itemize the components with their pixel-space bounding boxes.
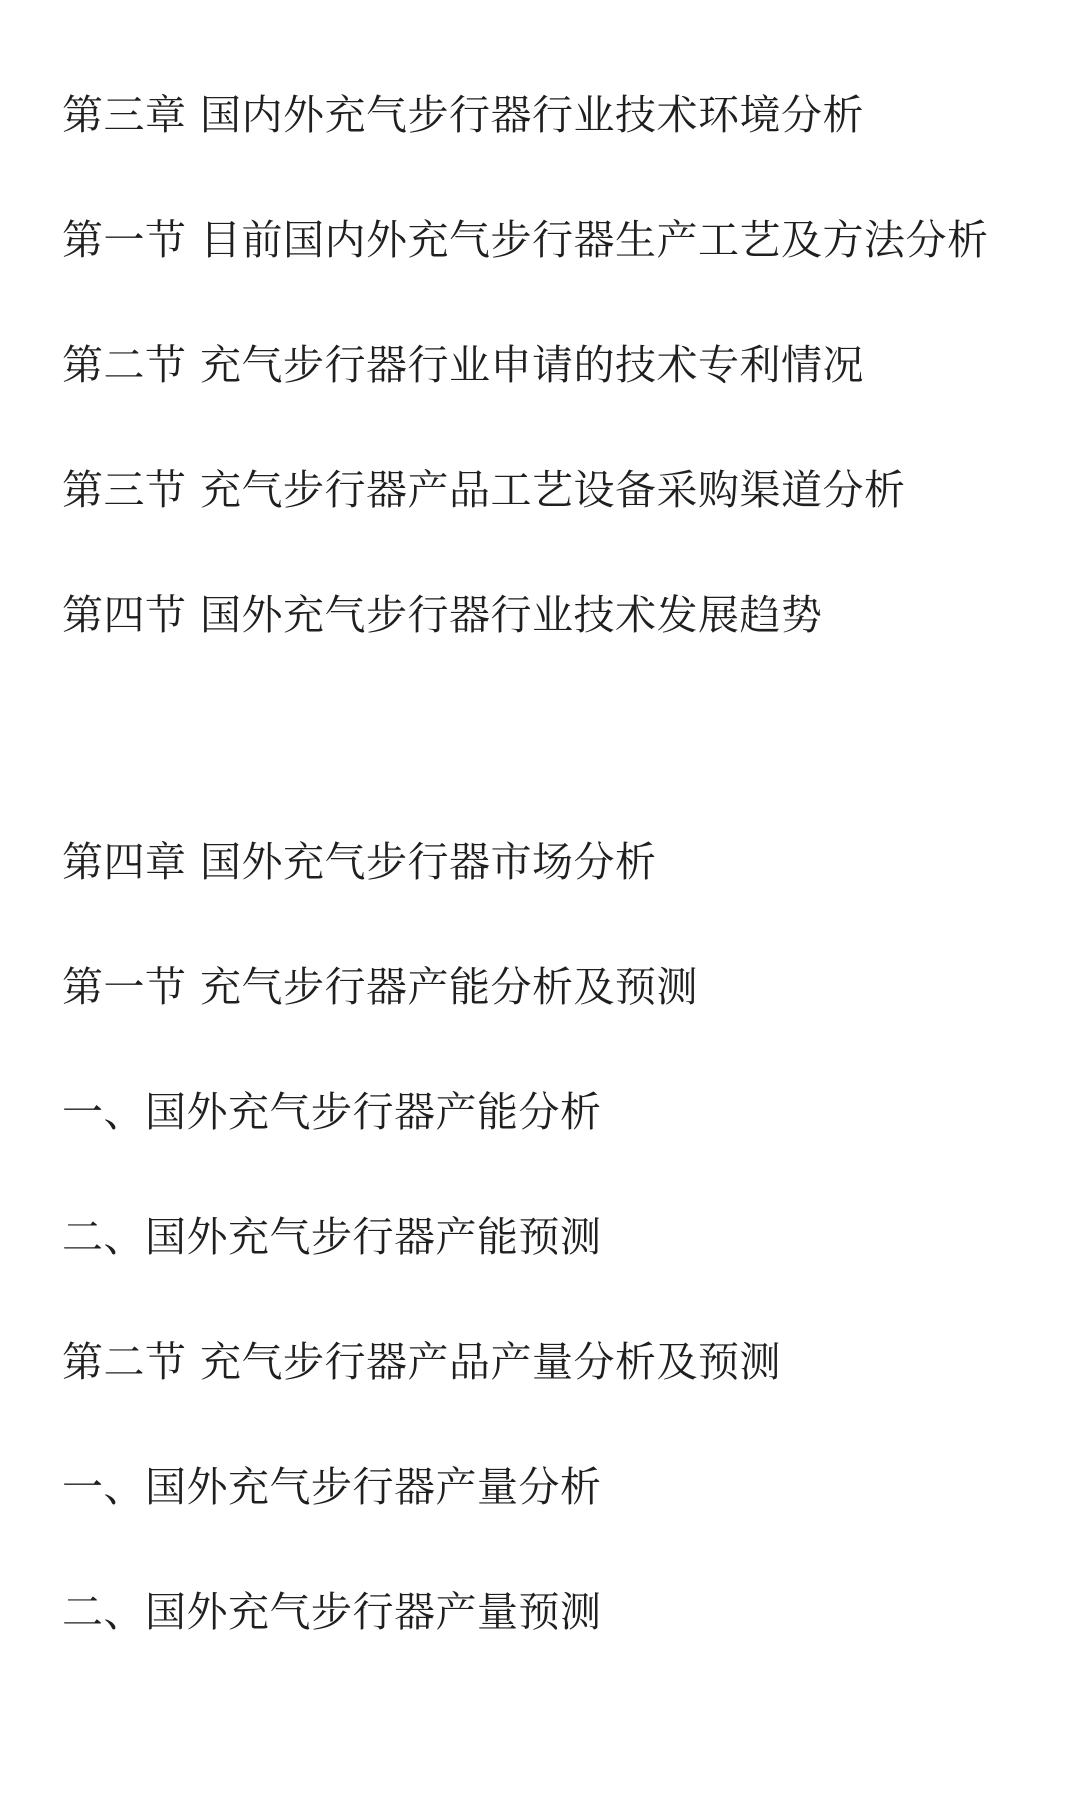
chapter-4-subitem-4: 二、国外充气步行器产量预测 <box>62 1588 602 1636</box>
chapter-3-section-2: 第二节 充气步行器行业申请的技术专利情况 <box>62 341 865 389</box>
chapter-4-subitem-2: 二、国外充气步行器产能预测 <box>62 1213 602 1261</box>
chapter-3-section-4: 第四节 国外充气步行器行业技术发展趋势 <box>62 591 823 639</box>
chapter-4-section-1: 第一节 充气步行器产能分析及预测 <box>62 963 699 1011</box>
chapter-4-section-2: 第二节 充气步行器产品产量分析及预测 <box>62 1338 782 1386</box>
chapter-3-section-3: 第三节 充气步行器产品工艺设备采购渠道分析 <box>62 466 906 514</box>
chapter-4-subitem-3: 一、国外充气步行器产量分析 <box>62 1463 602 1511</box>
chapter-3-heading: 第三章 国内外充气步行器行业技术环境分析 <box>62 91 865 139</box>
chapter-3-section-1: 第一节 目前国内外充气步行器生产工艺及方法分析 <box>62 216 989 264</box>
chapter-4-subitem-1: 一、国外充气步行器产能分析 <box>62 1088 602 1136</box>
chapter-4-heading: 第四章 国外充气步行器市场分析 <box>62 838 657 886</box>
